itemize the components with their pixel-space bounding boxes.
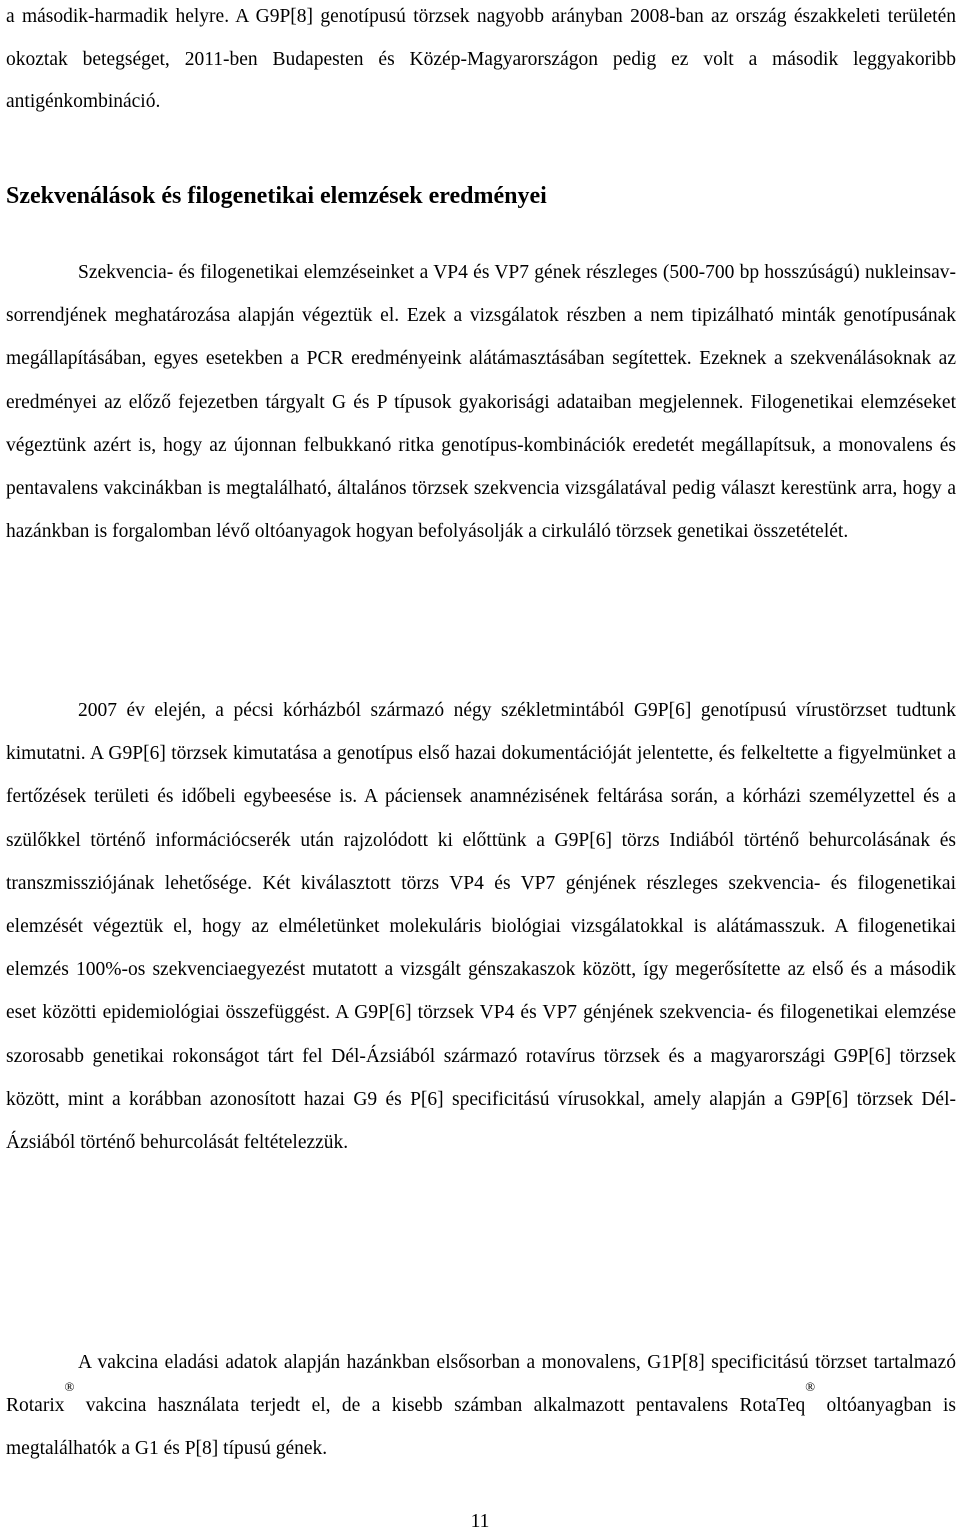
registered-mark: ® <box>805 1379 816 1395</box>
intro-paragraph: a második-harmadik helyre. A G9P[8] genotípusú törzsek nagyobb arányban 2008-ban az ország északkeleti területén okoztak betegséget, 2011-ben Budapesten és Közép-Magyarországon pedig ez volt a második leggyakoribb antigénkombináció. <box>6 6 956 112</box>
vaccine-text-part2: vakcina használata terjedt el, de a kisebb számban alkalmazott pentavalens RotaTeq <box>74 1395 806 1417</box>
vaccine-text-part3: oltóanyagban is megtalálhatók a G1 és P[8] típusú gének. <box>6 1395 956 1460</box>
paragraph-g9p6: 2007 év elején, a pécsi kórházból származó négy székletmintából G9P[6] genotípusú vírustörzset tudtunk kimutatni. A G9P[6] törzsek kimutatása a genotípus első hazai dokumentációját jelentette, és felkeltette a figyelmünket a fertőzések területi és időbeli egybeesése is. A páciensek anamnézisének feltárása során, a kórházi személyzettel és a szülőkkel történő információcserék után rajzolódott ki előttünk a G9P[6] törzs Indiából történő behurcolásának és transzmissziójának lehetősége. Két kiválasztott törzs VP4 és VP7 génjének részleges szekvencia- és filogenetikai elemzését végeztük el, hogy az elméletünket molekuláris biológiai vizsgálatokkal is alátámasszuk. A filogenetikai elemzés 100%-os szekvenciaegyezést mutatott a vizsgált génszakaszok között, így megerősítette az első és a második eset közötti epidemiológiai összefüggést. A G9P[6] törzsek VP4 és VP7 génjének szekvencia- és filogenetikai elemzése szorosabb genetikai rokonságot tárt fel Dél-Ázsiából származó rotavírus törzsek és a magyarországi G9P[6] törzsek között, mint a korábban azonosított hazai G9 és P[6] specificitású vírusokkal, amely alapján a G9P[6] törzsek Dél-Ázsiából történő behurcolását feltételezzük. <box>6 700 956 1154</box>
paragraph-block-3 <box>6 1341 956 1471</box>
page-number: 11 <box>470 1511 490 1532</box>
registered-mark: ® <box>64 1379 75 1395</box>
paragraph-vaccine <box>6 1341 956 1471</box>
document-page <box>6 0 956 1460</box>
vaccine-text-part1: A vakcina eladási adatok alapján hazánkban elsősorban a monovalens, G1P[8] specificitású törzset tartalmazó Rotarix <box>6 1352 956 1417</box>
paragraph-sequencing: Szekvencia- és filogenetikai elemzéseinket a VP4 és VP7 gének részleges (500-700 bp hosszúságú) nukleinsav-sorrendjének meghatározása alapján végeztük el. Ezek a vizsgálatok részben a nem tipizálható minták genotípusának megállapításában, egyes esetekben a PCR eredményeink alátámasztásában segítettek. Ezeknek a szekvenálásoknak az eredményei az előző fejezetben tárgyalt G és P típusok gyakorisági adataiban megjelennek. Filogenetikai elemzéseket végeztünk azért is, hogy az újonnan felbukkanó ritka genotípus-kombinációk eredetét megállapítsuk, a monovalens és pentavalens vakcinákban is megtalálható, általános törzsek szekvencia vizsgálatával pedig választ kerestünk arra, hogy a hazánkban is forgalomban lévő oltóanyagok hogyan befolyásolják a cirkuláló törzsek genetikai összetételét. <box>6 262 956 543</box>
paragraph-block-1 <box>6 251 956 553</box>
section-heading: Szekvenálások és filogenetikai elemzések eredményei <box>6 183 547 209</box>
paragraph-block-2 <box>6 689 956 1164</box>
